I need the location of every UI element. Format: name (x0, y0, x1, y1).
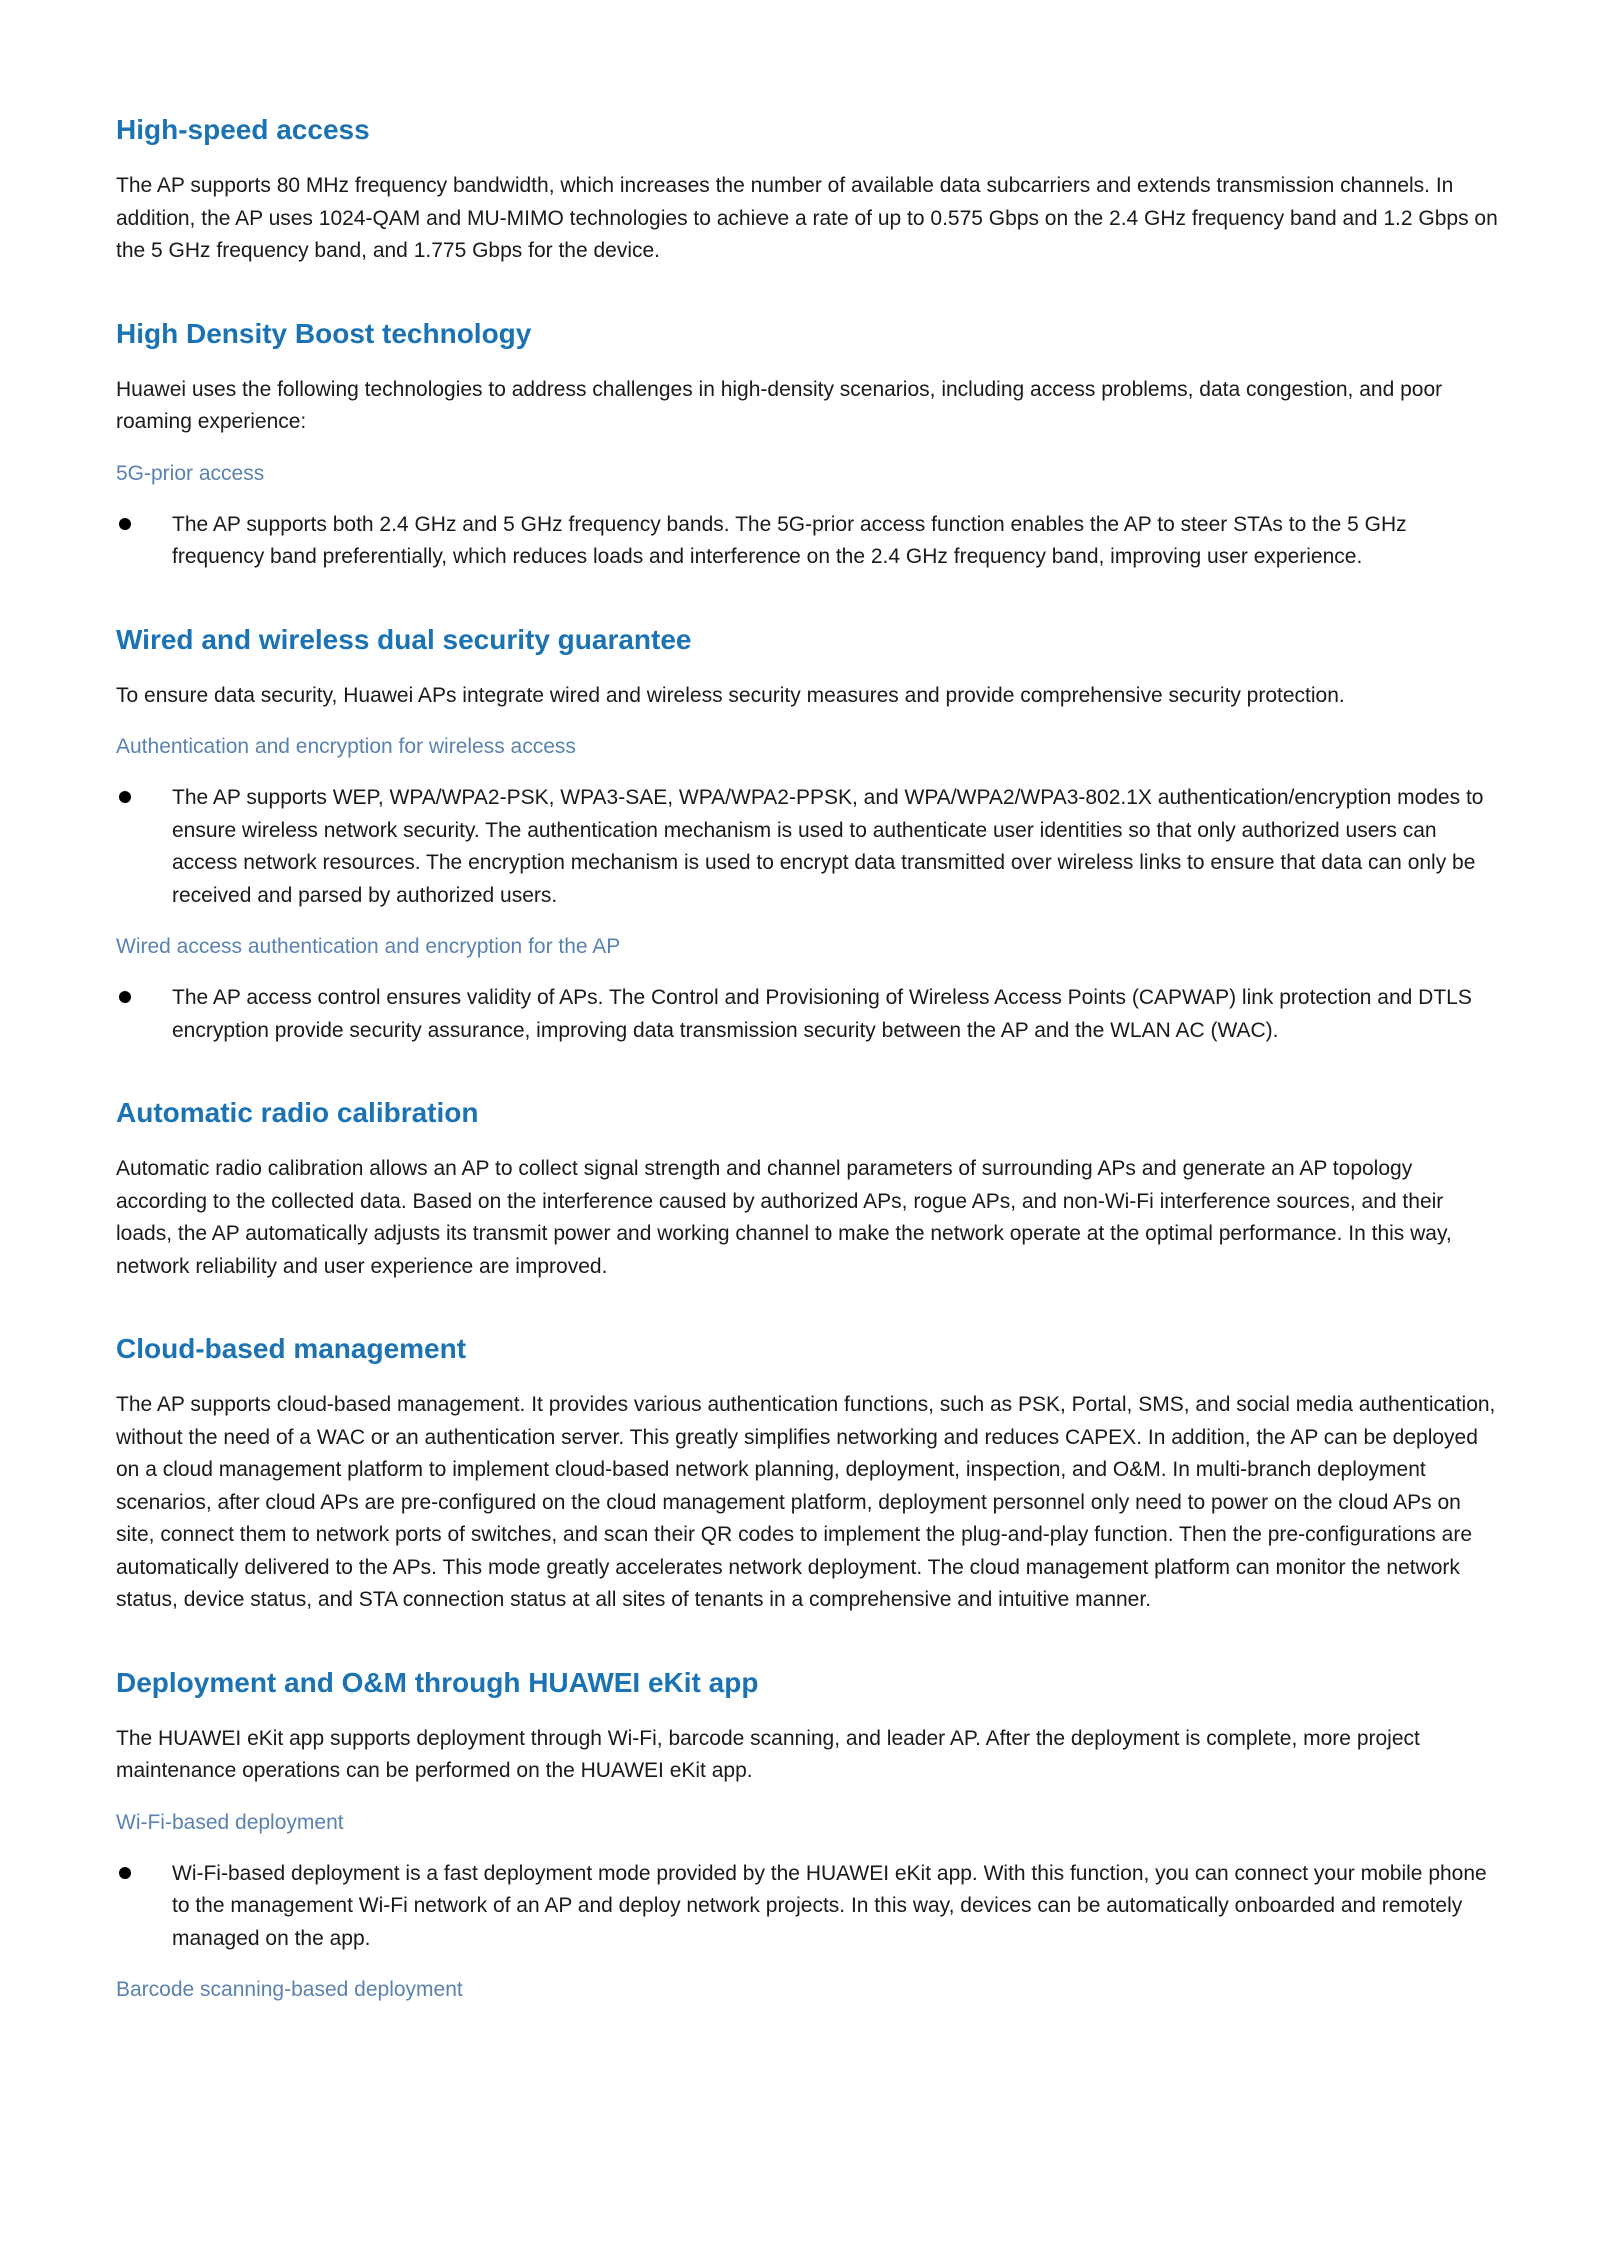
section-heading: Wired and wireless dual security guarantee (116, 623, 692, 655)
section-paragraph: Huawei uses the following technologies to address challenges in high-density scenarios, including access problems, data congestion, and poor roaming experience: (116, 377, 1443, 433)
section-high-density-boost (116, 316, 1500, 574)
bullet-icon (116, 509, 172, 541)
section-heading: Automatic radio calibration (116, 1097, 479, 1128)
section-heading: Cloud-based management (116, 1333, 467, 1364)
section-heading: High Density Boost technology (116, 317, 532, 349)
section-paragraph: To ensure data security, Huawei APs integrate wired and wireless security measures and provide comprehensive security protection. (116, 683, 1345, 707)
section-cloud-based-management (116, 1331, 1500, 1617)
section-automatic-radio-calibration (116, 1095, 1500, 1283)
bullet-item (116, 1858, 1500, 1956)
bullet-item (116, 982, 1500, 1047)
bullet-icon (116, 1858, 172, 1890)
bullet-text: The AP access control ensures validity of APs. The Control and Provisioning of Wireless Access Points (CAPWAP) link protection and DTLS encryption provide security assurance, improving data transmission security between the AP and the WLAN AC (WAC). (172, 986, 1472, 1042)
section-security-guarantee (116, 622, 1500, 1048)
section-paragraph: Automatic radio calibration allows an AP to collect signal strength and channel parameters of surrounding APs and generate an AP topology according to the collected data. Based on the interference caused by authorized APs, rogue APs, and non-Wi-Fi interference sources, and their loads, the AP automatically adjusts its transmit power and working channel to make the network operate at the optimal performance. In this way, network reliability and user experience are improved. (116, 1157, 1452, 1278)
subsection-title: Barcode scanning-based deployment (116, 1978, 463, 2001)
section-high-speed-access (116, 112, 1500, 268)
section-heading: Deployment and O&M through HUAWEI eKit app (116, 1666, 759, 1698)
section-paragraph: The AP supports cloud-based management. It provides various authentication functions, such as PSK, Portal, SMS, and social media authentication, without the need of a WAC or an authentication server. This greatly simplifies networking and reduces CAPEX. In addition, the AP can be deployed on a cloud management platform to implement cloud-based network planning, deployment, inspection, and O&M. In multi-branch deployment scenarios, after cloud APs are pre-configured on the cloud management platform, deployment personnel only need to power on the cloud APs on site, connect them to network ports of switches, and scan their QR codes to implement the plug-and-play function. Then the pre-configurations are automatically delivered to the APs. This mode greatly accelerates network deployment. The cloud management platform can monitor the network status, device status, and STA connection status at all sites of tenants in a comprehensive and intuitive manner. (116, 1393, 1496, 1611)
document-page (116, 112, 1500, 2025)
section-heading: High-speed access (116, 114, 370, 145)
section-paragraph: The HUAWEI eKit app supports deployment through Wi-Fi, barcode scanning, and leader AP. After the deployment is complete, more project maintenance operations can be performed on the HUAWEI eKit app. (116, 1726, 1420, 1782)
subsection-title: Authentication and encryption for wireless access (116, 735, 576, 758)
subsection-title: Wi-Fi-based deployment (116, 1810, 344, 1834)
bullet-text: The AP supports both 2.4 GHz and 5 GHz frequency bands. The 5G-prior access function enables the AP to steer STAs to the 5 GHz frequency band preferentially, which reduces loads and interference on the 2.4 GHz frequency band, improving user experience. (172, 512, 1407, 568)
bullet-icon (116, 982, 172, 1014)
bullet-item (116, 509, 1500, 574)
section-paragraph: The AP supports 80 MHz frequency bandwidth, which increases the number of available data subcarriers and extends transmission channels. In addition, the AP uses 1024-QAM and MU-MIMO technologies to achieve a rate of up to 0.575 Gbps on the 2.4 GHz frequency band and 1.2 Gbps on the 5 GHz frequency band, and 1.775 Gbps for the device. (116, 174, 1498, 262)
bullet-text: Wi-Fi-based deployment is a fast deployment mode provided by the HUAWEI eKit app. With this function, you can connect your mobile phone to the management Wi-Fi network of an AP and deploy network projects. In this way, devices can be automatically onboarded and remotely managed on the app. (172, 1861, 1487, 1950)
subsection-title: 5G-prior access (116, 461, 265, 485)
bullet-text: The AP supports WEP, WPA/WPA2-PSK, WPA3-SAE, WPA/WPA2-PPSK, and WPA/WPA2/WPA3-802.1X authentication/encryption modes to ensure wireless network security. The authentication mechanism is used to authenticate user identities so that only authorized users can access network resources. The encryption mechanism is used to encrypt data transmitted over wireless links to ensure that data can only be received and parsed by authorized users. (172, 786, 1484, 907)
bullet-item (116, 782, 1500, 912)
section-ekit-deployment (116, 1665, 1500, 2006)
subsection-title: Wired access authentication and encryption for the AP (116, 935, 621, 958)
bullet-icon (116, 782, 172, 814)
